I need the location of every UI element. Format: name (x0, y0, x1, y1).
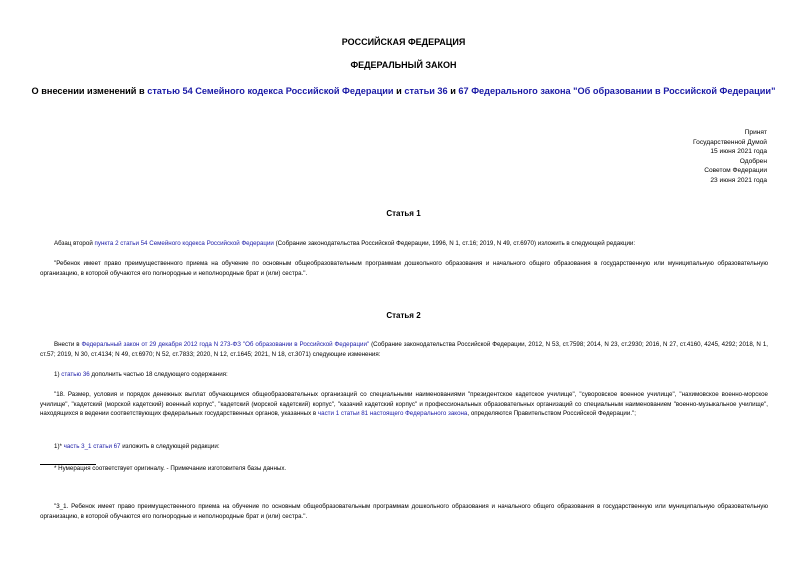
link-family-code-article[interactable]: пункта 2 статьи 54 Семейного кодекса Российской Федерации (94, 240, 274, 247)
article-2-paragraph (40, 340, 768, 359)
article-2-heading: Статья 2 (386, 311, 421, 320)
part-18-quote (40, 390, 768, 419)
text: , определяются Правительством Российской Федерации."; (467, 410, 636, 417)
article-2-item-2 (40, 442, 768, 452)
text: изложить в следующей редакции: (120, 443, 220, 450)
text: 1) (54, 371, 62, 378)
adoption-line: Советом Федерации (704, 167, 767, 174)
title-text: О внесении изменений в (31, 86, 148, 96)
adoption-line: Одобрен (739, 157, 767, 165)
title-link-education-law[interactable]: 67 Федерального закона "Об образовании в Российской Федерации" (458, 86, 776, 96)
footnote: * Нумерация соответствует оригиналу. - Примечание изготовителя базы данных. (54, 465, 287, 472)
link-education-law[interactable]: Федеральный закон от 29 декабря 2012 года N 273-ФЗ "Об образовании в Российской Федерации" (81, 341, 370, 348)
text: (Собрание законодательства Российской Федерации, 2012, N 53, ст.7598; 2014, N 23, ст.2930; 2016, N 27, ст.4160, 4245, 4292; 2018, N 1, ст.57; 2019, N 30, ст.4134; N 49, ст.6970; N 52, ст.7833; 2020, N 12, ст.1645; 2021, N 18, ст.3071) следующие изменения: (40, 341, 768, 358)
adoption-line: Принят (744, 129, 767, 136)
law-title (0, 86, 807, 96)
adoption-line: 23 июня 2021 года (710, 176, 767, 184)
part-3-1-quote: "3_1. Ребенок имеет право преимущественного приема на обучение по основным общеобразовательным программам дошкольного образования и начального общего образования в государственную или муниципальную образовательную организацию, в которой обучаются его полнородные и неполнородные брат и (или) сестра.". (40, 503, 768, 520)
article-2-item-1 (40, 370, 768, 380)
text: (Собрание законодательства Российской Федерации, 1996, N 1, ст.16; 2019, N 49, ст.6970) изложить в следующей редакции: (273, 240, 636, 247)
text: Абзац второй (54, 240, 95, 247)
article-1-paragraph (40, 239, 768, 249)
text: "18. Размер, условия и порядок денежных выплат обучающимся общеобразовательных организаций со специальными наименованиями "президентское кадетское училище", "суворовское военное училище", "нахимовское военно-морское училище", "кадетский (морской кадетский) военный корпус", "кадетский (морской кадетский) корпус", "казачий кадетский корпус" и профессиональных образовательных организаций со специальным наименованием "военно-музыкальное училище", находящихся в ведении соответствующих федеральных государственных органов, указанных в (40, 391, 768, 417)
adoption-info (693, 128, 767, 185)
adoption-line: Государственной Думой (693, 138, 767, 146)
title-text: и (447, 86, 459, 96)
article-1-quote: "Ребенок имеет право преимущественного приема на обучение по основным общеобразовательным программам дошкольного образования и начального общего образования в государственную или муниципальную образовательную организацию, в которой обучаются его полнородные и неполнородные брат и (или) сестра.". (40, 260, 768, 277)
header-law-type: ФЕДЕРАЛЬНЫЙ ЗАКОН (350, 60, 457, 70)
text: дополнить частью 18 следующего содержания: (89, 371, 228, 378)
article-1-heading: Статья 1 (386, 209, 421, 218)
text: Внести в (54, 341, 82, 348)
link-article-67[interactable]: часть 3_1 статьи 67 (63, 443, 121, 450)
header-country: РОССИЙСКАЯ ФЕДЕРАЦИЯ (341, 37, 466, 47)
title-link-family-code[interactable]: статью 54 Семейного кодекса Российской Федерации (147, 86, 394, 96)
adoption-line: 15 июня 2021 года (710, 148, 767, 155)
text: 1)* (54, 443, 64, 450)
link-article-36[interactable]: статью 36 (61, 371, 90, 378)
link-article-81[interactable]: части 1 статьи 81 настоящего Федерального закона (317, 410, 468, 417)
title-link-article-36[interactable]: статьи 36 (404, 86, 448, 96)
title-text: и (393, 86, 405, 96)
